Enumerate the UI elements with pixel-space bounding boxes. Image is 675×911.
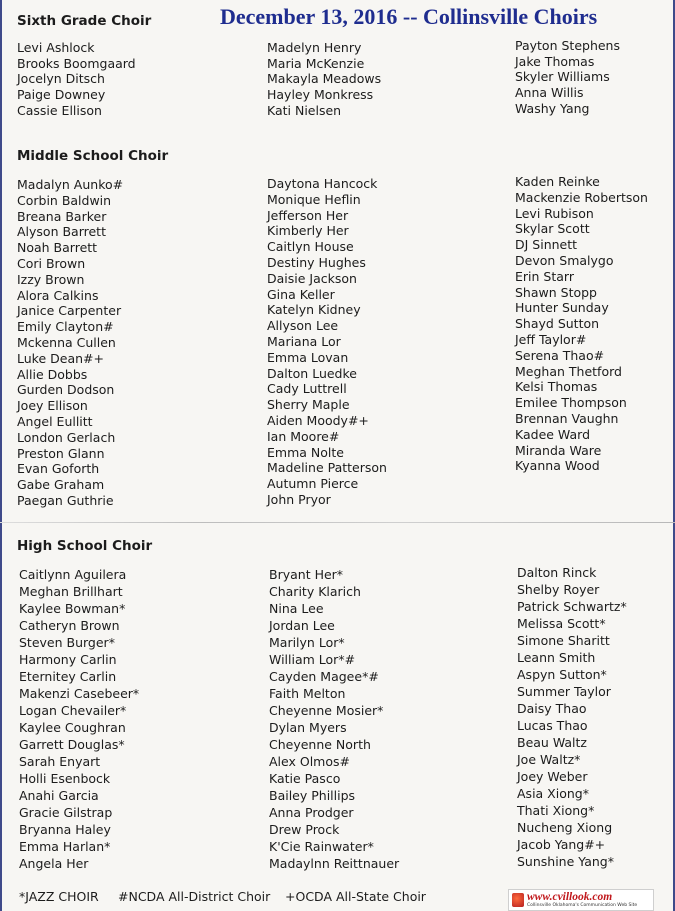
choir-member: Melissa Scott* [517, 616, 606, 631]
choir-member: Meghan Thetford [515, 363, 622, 379]
choir-member: Angela Her [19, 856, 89, 871]
choir-member: Logan Chevailer* [19, 703, 127, 718]
choir-member: Breana Barker [17, 208, 107, 224]
choir-member: Katie Pasco [269, 771, 341, 786]
choir-member: Mackenzie Robertson [515, 189, 648, 205]
choir-member: Alex Olmos# [269, 754, 350, 769]
choir-member: Nucheng Xiong [517, 820, 613, 835]
choir-member: Steven Burger* [19, 635, 115, 650]
choir-member: Jefferson Her [267, 207, 349, 223]
choir-member: Emma Nolte [267, 444, 344, 460]
choir-member: Kyanna Wood [515, 458, 600, 474]
section-heading-sixth-grade: Sixth Grade Choir [17, 13, 152, 29]
choir-member: Emma Harlan* [19, 839, 111, 854]
choir-member: Bailey Phillips [269, 788, 356, 803]
choir-member: Brooks Boomgaard [17, 55, 136, 71]
choir-member: Emily Clayton# [17, 319, 114, 335]
choir-member: Kimberly Her [267, 223, 349, 239]
choir-member: K'Cie Rainwater* [269, 839, 374, 854]
choir-member: Gina Keller [267, 286, 335, 302]
middle-school-column-1 [17, 177, 123, 509]
choir-member: Hayley Monkress [267, 87, 374, 103]
sixth-grade-column-3 [515, 38, 620, 117]
choir-member: Bryanna Haley [19, 822, 111, 837]
choir-member: Jordan Lee [269, 618, 335, 633]
choir-member: Summer Taylor [517, 684, 611, 699]
choir-member: Miranda Ware [515, 442, 602, 458]
choir-member: Angel Eullitt [17, 413, 93, 429]
sixth-grade-column-1 [17, 40, 136, 119]
choir-member: John Pryor [267, 491, 331, 507]
paper-fold-line [0, 522, 675, 523]
choir-member: Caitlyn House [267, 239, 354, 255]
logo-url: www.cvillook.com [527, 890, 613, 903]
choir-member: Brennan Vaughn [515, 410, 619, 426]
choir-member: Hunter Sunday [515, 300, 609, 316]
choir-member: Paige Downey [17, 87, 106, 103]
choir-member: Marilyn Lor* [269, 635, 345, 650]
choir-member: DJ Sinnett [515, 237, 578, 253]
cvillook-logo-icon [512, 893, 524, 907]
choir-member: Dalton Luedke [267, 365, 357, 381]
choir-member: Daisy Thao [517, 701, 587, 716]
choir-member: Cady Luttrell [267, 381, 347, 397]
choir-member: Levi Ashlock [17, 40, 95, 55]
choir-member: Payton Stephens [515, 38, 620, 53]
choir-member: Washy Yang [515, 100, 590, 116]
choir-member: Shawn Stopp [515, 284, 597, 300]
choir-member: Destiny Hughes [267, 254, 366, 270]
choir-member: Janice Carpenter [17, 303, 122, 319]
choir-member: London Gerlach [17, 429, 116, 445]
high-school-column-3 [517, 564, 627, 870]
high-school-column-2 [269, 566, 399, 872]
choir-member: Levi Rubison [515, 205, 594, 221]
choir-member: Allyson Lee [267, 318, 339, 334]
choir-member: Alyson Barrett [17, 224, 106, 240]
middle-school-column-2 [267, 176, 387, 508]
section-heading-high-school: High School Choir [17, 538, 153, 554]
choir-member: Mckenna Cullen [17, 334, 116, 350]
choir-member: Madeline Patterson [267, 460, 387, 476]
choir-member: Erin Starr [515, 268, 574, 284]
choir-member: Beau Waltz [517, 735, 587, 750]
choir-member: Emma Lovan [267, 349, 349, 365]
choir-member: Emilee Thompson [515, 395, 627, 411]
choir-member: Faith Melton [269, 686, 346, 701]
choir-member: Monique Heflin [267, 191, 361, 207]
choir-member: Alora Calkins [17, 287, 99, 303]
choir-member: Nina Lee [269, 601, 324, 616]
choir-member: Garrett Douglas* [19, 737, 125, 752]
choir-member: Anna Willis [515, 85, 584, 101]
choir-member: Eternitey Carlin [19, 669, 117, 684]
page-title: December 13, 2016 -- Collinsville Choirs [220, 4, 598, 29]
choir-member: Noah Barrett [17, 240, 98, 256]
choir-member: Caitlynn Aguilera [19, 567, 127, 582]
high-school-column-1 [19, 566, 139, 872]
choir-member: Jacob Yang#+ [517, 837, 606, 852]
choir-member: Dalton Rinck [517, 565, 597, 580]
choir-member: Madaylnn Reittnauer [269, 856, 400, 871]
choir-member: Kelsi Thomas [515, 379, 598, 395]
choir-member: Sunshine Yang* [517, 854, 614, 869]
choir-member: Paegan Guthrie [17, 492, 114, 508]
choir-member: Charity Klarich [269, 584, 361, 599]
choir-member: Kaylee Coughran [19, 720, 126, 735]
choir-member: Jake Thomas [515, 53, 595, 69]
cvillook-logo[interactable] [508, 889, 654, 911]
choir-member: Holli Esenbock [19, 771, 111, 786]
choir-member: Makayla Meadows [267, 71, 382, 87]
choir-member: Cheyenne North [269, 737, 371, 752]
choir-member: Devon Smalygo [515, 252, 614, 268]
choir-member: Anahi Garcia [19, 788, 99, 803]
choir-member: Daytona Hancock [267, 176, 378, 191]
choir-member: Joey Weber [517, 769, 588, 784]
choir-member: Gracie Gilstrap [19, 805, 113, 820]
choir-member: Joey Ellison [17, 398, 88, 414]
choir-member: Skylar Scott [515, 221, 590, 237]
choir-member: William Lor*# [269, 652, 356, 667]
middle-school-column-3 [515, 174, 648, 474]
choir-member: Simone Sharitt [517, 633, 610, 648]
choir-member: Jeff Taylor# [515, 331, 587, 347]
choir-member: Shelby Royer [517, 582, 600, 597]
choir-member: Lucas Thao [517, 718, 588, 733]
choir-member: Drew Prock [269, 822, 340, 837]
choir-member: Anna Prodger [269, 805, 354, 820]
choir-member: Jocelyn Ditsch [17, 71, 105, 87]
choir-member: Gurden Dodson [17, 382, 115, 398]
choir-member: Cori Brown [17, 255, 86, 271]
choir-member: Thati Xiong* [517, 803, 595, 818]
choir-member: Cassie Ellison [17, 102, 102, 118]
choir-member: Aspyn Sutton* [517, 667, 607, 682]
legend-jazz-choir: *JAZZ CHOIR [19, 889, 99, 904]
choir-member: Allie Dobbs [17, 366, 88, 382]
choir-member: Cheyenne Mosier* [269, 703, 384, 718]
choir-member: Bryant Her* [269, 567, 344, 582]
choir-member: Madelyn Henry [267, 40, 362, 55]
choir-member: Kadee Ward [515, 426, 590, 442]
choir-member: Kaden Reinke [515, 174, 600, 189]
choir-member: Corbin Baldwin [17, 192, 112, 208]
left-page-edge [0, 0, 2, 911]
choir-member: Joe Waltz* [517, 752, 581, 767]
choir-member: Ian Moore# [267, 428, 340, 444]
legend-ocda-all-state: +OCDA All-State Choir [285, 889, 426, 904]
choir-member: Kaylee Bowman* [19, 601, 126, 616]
choir-member: Izzy Brown [17, 271, 85, 287]
sixth-grade-column-2 [267, 40, 381, 119]
choir-member: Daisie Jackson [267, 270, 357, 286]
choir-member: Preston Glann [17, 445, 105, 461]
choir-member: Evan Goforth [17, 461, 100, 477]
section-heading-middle-school: Middle School Choir [17, 148, 169, 164]
choir-member: Cayden Magee*# [269, 669, 379, 684]
choir-member: Mariana Lor [267, 333, 341, 349]
choir-member: Madalyn Aunko# [17, 177, 124, 192]
choir-member: Patrick Schwartz* [517, 599, 627, 614]
choir-member: Makenzi Casebeer* [19, 686, 140, 701]
choir-member: Meghan Brillhart [19, 584, 123, 599]
choir-member: Leann Smith [517, 650, 596, 665]
choir-member: Harmony Carlin [19, 652, 117, 667]
choir-member: Gabe Graham [17, 477, 105, 493]
choir-member: Katelyn Kidney [267, 302, 361, 318]
choir-member: Serena Thao# [515, 347, 605, 363]
choir-member: Kati Nielsen [267, 102, 342, 118]
choir-member: Shayd Sutton [515, 316, 600, 332]
legend-ncda-all-district: #NCDA All-District Choir [118, 889, 271, 904]
choir-member: Dylan Myers [269, 720, 347, 735]
choir-member: Maria McKenzie [267, 55, 365, 71]
choir-member: Aiden Moody#+ [267, 412, 369, 428]
choir-member: Asia Xiong* [517, 786, 589, 801]
choir-member: Autumn Pierce [267, 476, 359, 492]
choir-member: Luke Dean#+ [17, 350, 104, 366]
choir-member: Sarah Enyart [19, 754, 101, 769]
choir-member: Catheryn Brown [19, 618, 120, 633]
logo-tagline: Collinsville Oklahoma's Communication Web Site [527, 903, 638, 908]
choir-member: Skyler Williams [515, 69, 610, 85]
choir-member: Sherry Maple [267, 397, 350, 413]
